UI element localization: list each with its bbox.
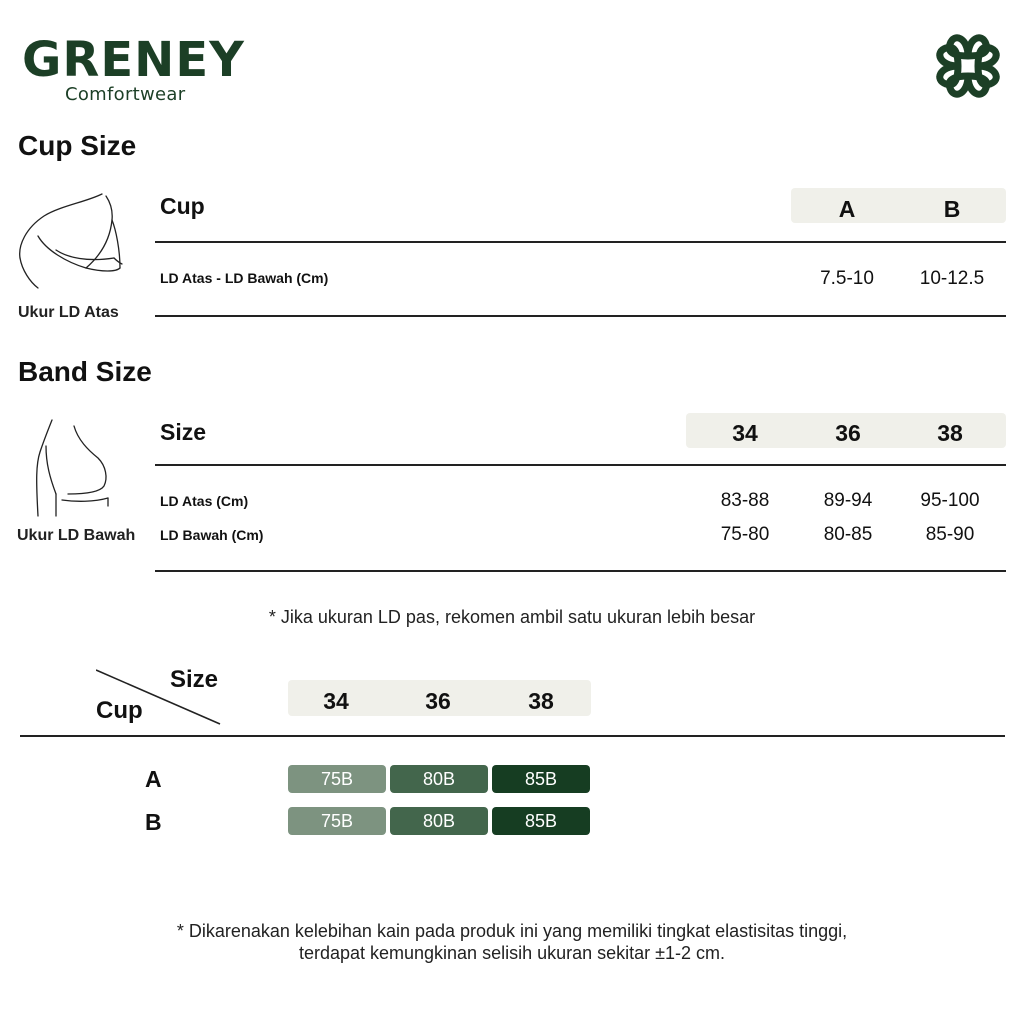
footnote-line-2: terdapat kemungkinan selisih ukuran sekitar ±1-2 cm. — [298, 943, 726, 963]
footnote-line-1: * Dikarenakan kelebihan kain pada produk ini yang memiliki tingkat elastisitas tinggi, — [176, 921, 848, 941]
matrix-corner-size: Size — [170, 666, 219, 693]
band-header-divider — [155, 464, 1006, 466]
matrix-corner-cup: Cup — [96, 697, 143, 724]
matrix-chip-a-36: 80B — [390, 765, 488, 793]
matrix-chip-a-38: 85B — [492, 765, 590, 793]
matrix-chip-b-34: 75B — [288, 807, 386, 835]
cup-row-label: LD Atas - LD Bawah (Cm) — [160, 270, 329, 286]
band-row-label-ld-bawah: LD Bawah (Cm) — [160, 527, 264, 543]
brand-name: GRENEY — [22, 32, 245, 88]
matrix-header-34: 34 — [323, 688, 349, 714]
matrix-chip-a-34: 75B — [288, 765, 386, 793]
matrix-chip-b-36: 80B — [390, 807, 488, 835]
band-header-34: 34 — [732, 420, 758, 446]
band-bottom-divider — [155, 570, 1006, 572]
bust-measure-illustration — [16, 190, 128, 290]
cup-header-label: Cup — [160, 193, 205, 219]
underbust-measure-illustration — [34, 416, 116, 520]
band-figure-caption: Ukur LD Bawah — [17, 527, 136, 544]
matrix-row-label-b: B — [145, 809, 162, 835]
cup-figure-caption: Ukur LD Atas — [18, 304, 119, 321]
recommendation-note: * Jika ukuran LD pas, rekomen ambil satu ukuran lebih besar — [268, 607, 756, 627]
band-row-label-ld-atas: LD Atas (Cm) — [160, 493, 249, 509]
cup-cell-b: 10-12.5 — [919, 268, 985, 289]
clover-knot-icon — [928, 26, 1008, 106]
cup-header-divider — [155, 241, 1006, 243]
matrix-divider — [20, 735, 1005, 737]
cup-header-b: B — [943, 196, 961, 222]
brand-logo — [22, 34, 245, 105]
band-header-38: 38 — [937, 420, 963, 446]
band-cell-ld-atas-38: 95-100 — [920, 490, 980, 511]
band-cell-ld-bawah-36: 80-85 — [823, 524, 873, 545]
band-header-36: 36 — [835, 420, 861, 446]
cup-header-a: A — [838, 196, 856, 222]
matrix-header-38: 38 — [528, 688, 554, 714]
band-cell-ld-atas-36: 89-94 — [823, 490, 873, 511]
band-cell-ld-bawah-38: 85-90 — [925, 524, 975, 545]
cup-cell-a: 7.5-10 — [820, 268, 874, 289]
matrix-chip-b-38: 85B — [492, 807, 590, 835]
band-header-label: Size — [160, 419, 207, 445]
band-cell-ld-bawah-34: 75-80 — [720, 524, 770, 545]
cup-bottom-divider — [155, 315, 1006, 317]
band-cell-ld-atas-34: 83-88 — [720, 490, 770, 511]
brand-tagline: Comfortwear — [65, 84, 186, 105]
cup-size-title: Cup Size — [18, 130, 137, 161]
matrix-header-36: 36 — [425, 688, 451, 714]
matrix-row-label-a: A — [145, 766, 162, 792]
band-size-title: Band Size — [18, 356, 152, 387]
